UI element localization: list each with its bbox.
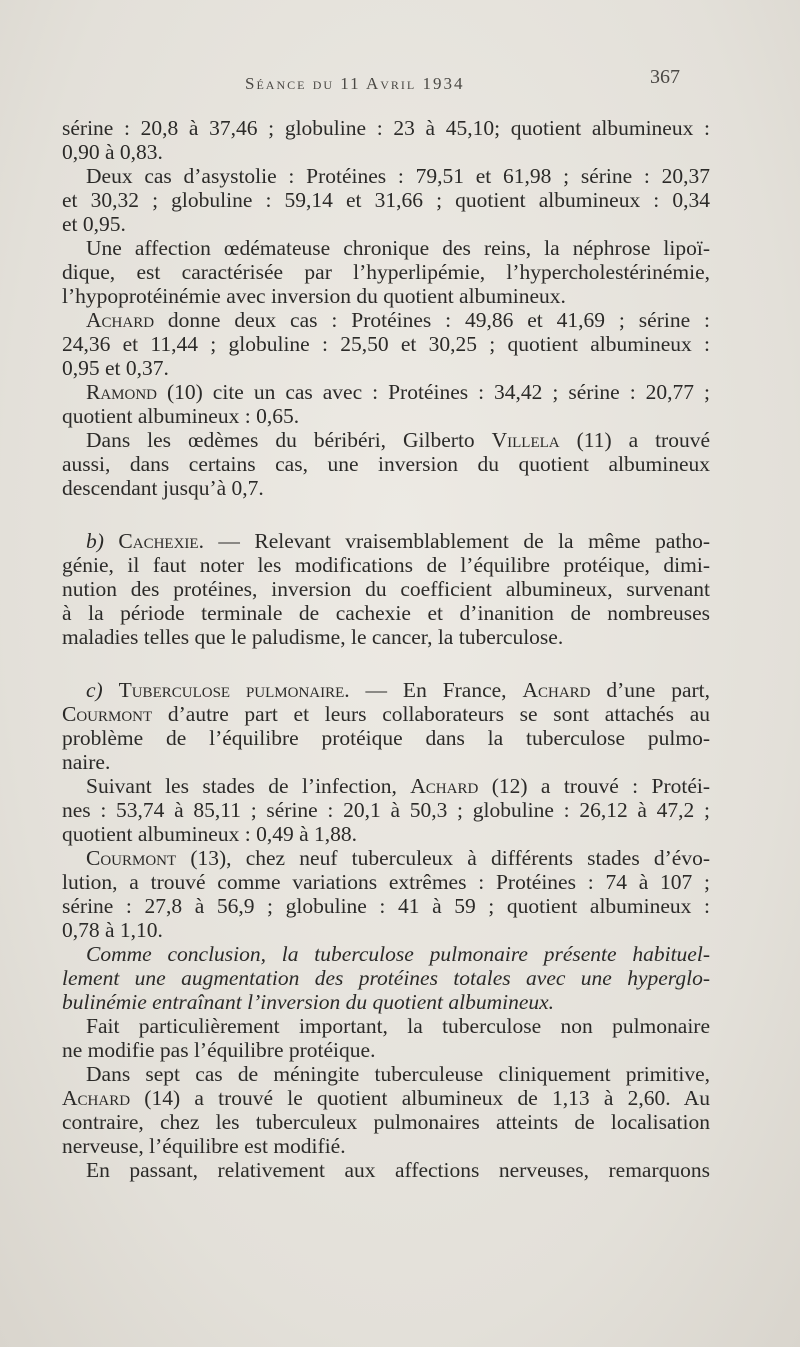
page-header <box>0 66 800 96</box>
text-line: Suivant les stades de l’infection, Achard (12) a trouvé : Protéi- <box>86 774 711 798</box>
text-line: à la période terminale de cachexie et d’inanition de nombreuses <box>62 601 710 625</box>
page-number: 367 <box>650 66 680 88</box>
author-name: Villela <box>491 428 560 452</box>
running-title: Séance du 11 Avril 1934 <box>245 74 465 93</box>
author-name: Courmont <box>86 846 177 870</box>
text-line: sérine : 27,8 à 56,9 ; globuline : 41 à 59 ; quotient albumineux : <box>62 894 710 918</box>
text-line: nerveuse, l’équilibre est modifié. <box>62 1134 346 1158</box>
text-line: 24,36 et 11,44 ; globuline : 25,50 et 30,25 ; quotient albumineux : <box>62 332 710 356</box>
section-heading-line: b) Cachexie. — Relevant vraisemblablement de la même patho- <box>86 529 710 553</box>
text-line: et 0,95. <box>62 212 126 236</box>
conclusion-line: bulinémie entraînant l’inversion du quotient albumineux. <box>62 990 555 1014</box>
text-line: Courmont d’autre part et leurs collaborateurs se sont attachés au <box>62 702 710 726</box>
text-line: quotient albumineux : 0,65. <box>62 404 300 428</box>
author-name: Achard <box>410 774 479 798</box>
section-heading: Tuberculose pulmonaire <box>118 678 345 702</box>
text-line: lution, a trouvé comme variations extrêmes : Protéines : 74 à 107 ; <box>62 870 710 894</box>
author-name: Courmont <box>62 702 153 726</box>
text-line: Fait particulièrement important, la tuberculose non pulmonaire <box>86 1014 710 1038</box>
conclusion-line: Comme conclusion, la tuberculose pulmonaire présente habituel- <box>86 942 710 966</box>
text-line: Courmont (13), chez neuf tuberculeux à différents stades d’évo- <box>86 846 710 870</box>
text-line: contraire, chez les tuberculeux pulmonaires atteints de localisation <box>62 1110 710 1134</box>
section-heading: Cachexie <box>118 529 199 553</box>
text-line: ne modifie pas l’équilibre protéique. <box>62 1038 376 1062</box>
text-line: En passant, relativement aux affections nerveuses, remarquons <box>86 1158 710 1182</box>
text-line: sérine : 20,8 à 37,46 ; globuline : 23 à 45,10; quotient albumineux : <box>62 116 710 140</box>
body-text <box>62 116 710 1182</box>
text-line: aussi, dans certains cas, une inversion du quotient albumineux <box>62 452 710 476</box>
text-line: descendant jusqu’à 0,7. <box>62 476 264 500</box>
text-line: maladies telles que le paludisme, le cancer, la tuberculose. <box>62 625 564 649</box>
text-line: Achard (14) a trouvé le quotient albumineux de 1,13 à 2,60. Au <box>62 1086 710 1110</box>
text-line: dique, est caractérisée par l’hyperlipémie, l’hypercholestérinémie, <box>62 260 710 284</box>
text-line: nution des protéines, inversion du coefficient albumineux, survenant <box>62 577 710 601</box>
text-line: Dans sept cas de méningite tuberculeuse cliniquement primitive, <box>86 1062 710 1086</box>
text-line: Ramond (10) cite un cas avec : Protéines : 34,42 ; sérine : 20,77 ; <box>86 380 710 404</box>
conclusion-line: lement une augmentation des protéines totales avec une hyperglo- <box>62 966 710 990</box>
author-name: Achard <box>62 1086 131 1110</box>
author-name: Achard <box>86 308 155 332</box>
text-line: Dans les œdèmes du béribéri, Gilberto Villela (11) a trouvé <box>86 428 710 452</box>
text-line: Deux cas d’asystolie : Protéines : 79,51 et 61,98 ; sérine : 20,37 <box>86 164 710 188</box>
text-line: problème de l’équilibre protéique dans la tuberculose pulmo- <box>62 726 710 750</box>
text-line: 0,78 à 1,10. <box>62 918 163 942</box>
text-line: quotient albumineux : 0,49 à 1,88. <box>62 822 357 846</box>
text-line: Une affection œdémateuse chronique des reins, la néphrose lipoï- <box>86 236 710 260</box>
text-line: nes : 53,74 à 85,11 ; sérine : 20,1 à 50,3 ; globuline : 26,12 à 47,2 ; <box>62 798 710 822</box>
text-line: génie, il faut noter les modifications de l’équilibre protéique, dimi- <box>62 553 710 577</box>
author-name: Achard <box>522 678 591 702</box>
text-line: l’hypoprotéinémie avec inversion du quotient albumineux. <box>62 284 566 308</box>
text-line: et 30,32 ; globuline : 59,14 et 31,66 ; quotient albumineux : 0,34 <box>62 188 710 212</box>
author-name: Ramond <box>86 380 158 404</box>
text-line: 0,90 à 0,83. <box>62 140 163 164</box>
section-heading-line: c) Tuberculose pulmonaire. — En France, Achard d’une part, <box>86 678 711 702</box>
text-line: 0,95 et 0,37. <box>62 356 169 380</box>
text-line: naire. <box>62 750 111 774</box>
text-line: Achard donne deux cas : Protéines : 49,86 et 41,69 ; sérine : <box>86 308 710 332</box>
